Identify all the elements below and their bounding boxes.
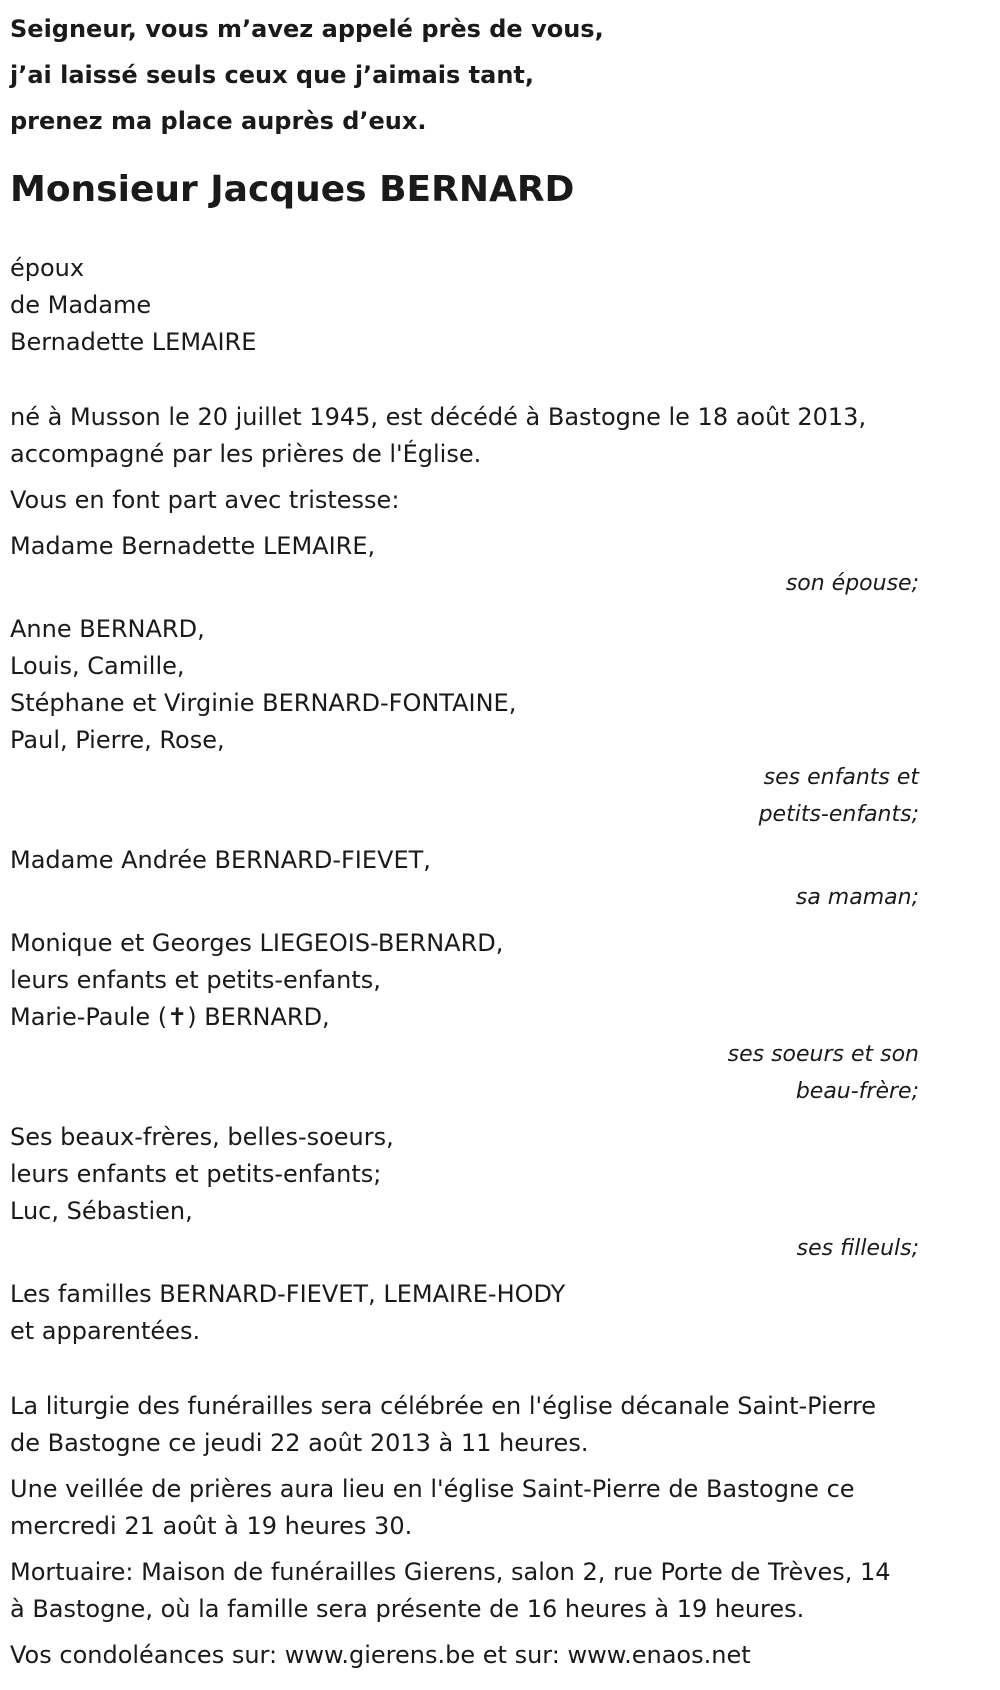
verse-line: j’ai laissé seuls ceux que j’aimais tant, bbox=[10, 61, 534, 89]
verse-line: Seigneur, vous m’avez appelé près de vous, bbox=[10, 15, 604, 43]
family-line: Madame Andrée BERNARD-FIEVET, bbox=[10, 846, 431, 874]
family-group bbox=[10, 925, 990, 1110]
verse-line: prenez ma place auprès d’eux. bbox=[10, 107, 427, 135]
spouse-block bbox=[10, 250, 990, 361]
spouse-line: Bernadette LEMAIRE bbox=[10, 328, 257, 356]
vigil-line: Une veillée de prières aura lieu en l'église Saint-Pierre de Bastogne ce bbox=[10, 1475, 855, 1503]
families-block bbox=[10, 1276, 990, 1350]
families-line: Les familles BERNARD-FIEVET, LEMAIRE-HODY bbox=[10, 1280, 566, 1308]
intro-block bbox=[10, 482, 990, 519]
family-line: Paul, Pierre, Rose, bbox=[10, 726, 225, 754]
family-line: Anne BERNARD, bbox=[10, 615, 205, 643]
birth-death-line: né à Musson le 20 juillet 1945, est décédé à Bastogne le 18 août 2013, bbox=[10, 403, 867, 431]
deceased-name: Monsieur Jacques BERNARD bbox=[10, 169, 575, 210]
relation-label: beau-frère; bbox=[795, 1079, 919, 1104]
mortuary-line: à Bastogne, où la famille sera présente de 16 heures à 19 heures. bbox=[10, 1595, 805, 1623]
families-line: et apparentées. bbox=[10, 1317, 201, 1345]
family-group bbox=[10, 842, 990, 916]
family-group bbox=[10, 1119, 990, 1267]
verse bbox=[10, 0, 990, 144]
family-line: Louis, Camille, bbox=[10, 652, 185, 680]
birth-death-block bbox=[10, 399, 990, 473]
condolences-block bbox=[10, 1637, 990, 1674]
family-line: Monique et Georges LIEGEOIS-BERNARD, bbox=[10, 929, 504, 957]
family-line: Ses beaux-frères, belles-soeurs, bbox=[10, 1123, 394, 1151]
spouse-line: de Madame bbox=[10, 291, 152, 319]
family-group bbox=[10, 528, 990, 602]
relation-label: ses soeurs et son bbox=[727, 1042, 919, 1067]
relation-label: sa maman; bbox=[795, 885, 919, 910]
liturgy-line: La liturgie des funérailles sera célébrée en l'église décanale Saint-Pierre bbox=[10, 1392, 877, 1420]
relation-label: son épouse; bbox=[785, 571, 919, 596]
family-group bbox=[10, 611, 990, 833]
family-line: Luc, Sébastien, bbox=[10, 1197, 193, 1225]
relation-label: ses enfants et bbox=[763, 765, 919, 790]
family-line: Marie-Paule (✝) BERNARD, bbox=[10, 1003, 330, 1031]
birth-death-line: accompagné par les prières de l'Église. bbox=[10, 440, 482, 468]
vigil-line: mercredi 21 août à 19 heures 30. bbox=[10, 1512, 413, 1540]
family-line: leurs enfants et petits-enfants; bbox=[10, 1160, 382, 1188]
liturgy-block bbox=[10, 1388, 990, 1462]
liturgy-line: de Bastogne ce jeudi 22 août 2013 à 11 heures. bbox=[10, 1429, 589, 1457]
mortuary-block bbox=[10, 1554, 990, 1628]
vigil-block bbox=[10, 1471, 990, 1545]
family-line: Madame Bernadette LEMAIRE, bbox=[10, 532, 376, 560]
condolences-text: Vos condoléances sur: www.gierens.be et sur: www.enaos.net bbox=[10, 1641, 751, 1669]
intro-text: Vous en font part avec tristesse: bbox=[10, 486, 400, 514]
spouse-line: époux bbox=[10, 254, 85, 282]
family-line: Stéphane et Virginie BERNARD-FONTAINE, bbox=[10, 689, 517, 717]
relation-label: petits-enfants; bbox=[758, 802, 919, 827]
relation-label: ses filleuls; bbox=[796, 1236, 919, 1261]
mortuary-line: Mortuaire: Maison de funérailles Gierens, salon 2, rue Porte de Trèves, 14 bbox=[10, 1558, 891, 1586]
family-line: leurs enfants et petits-enfants, bbox=[10, 966, 381, 994]
